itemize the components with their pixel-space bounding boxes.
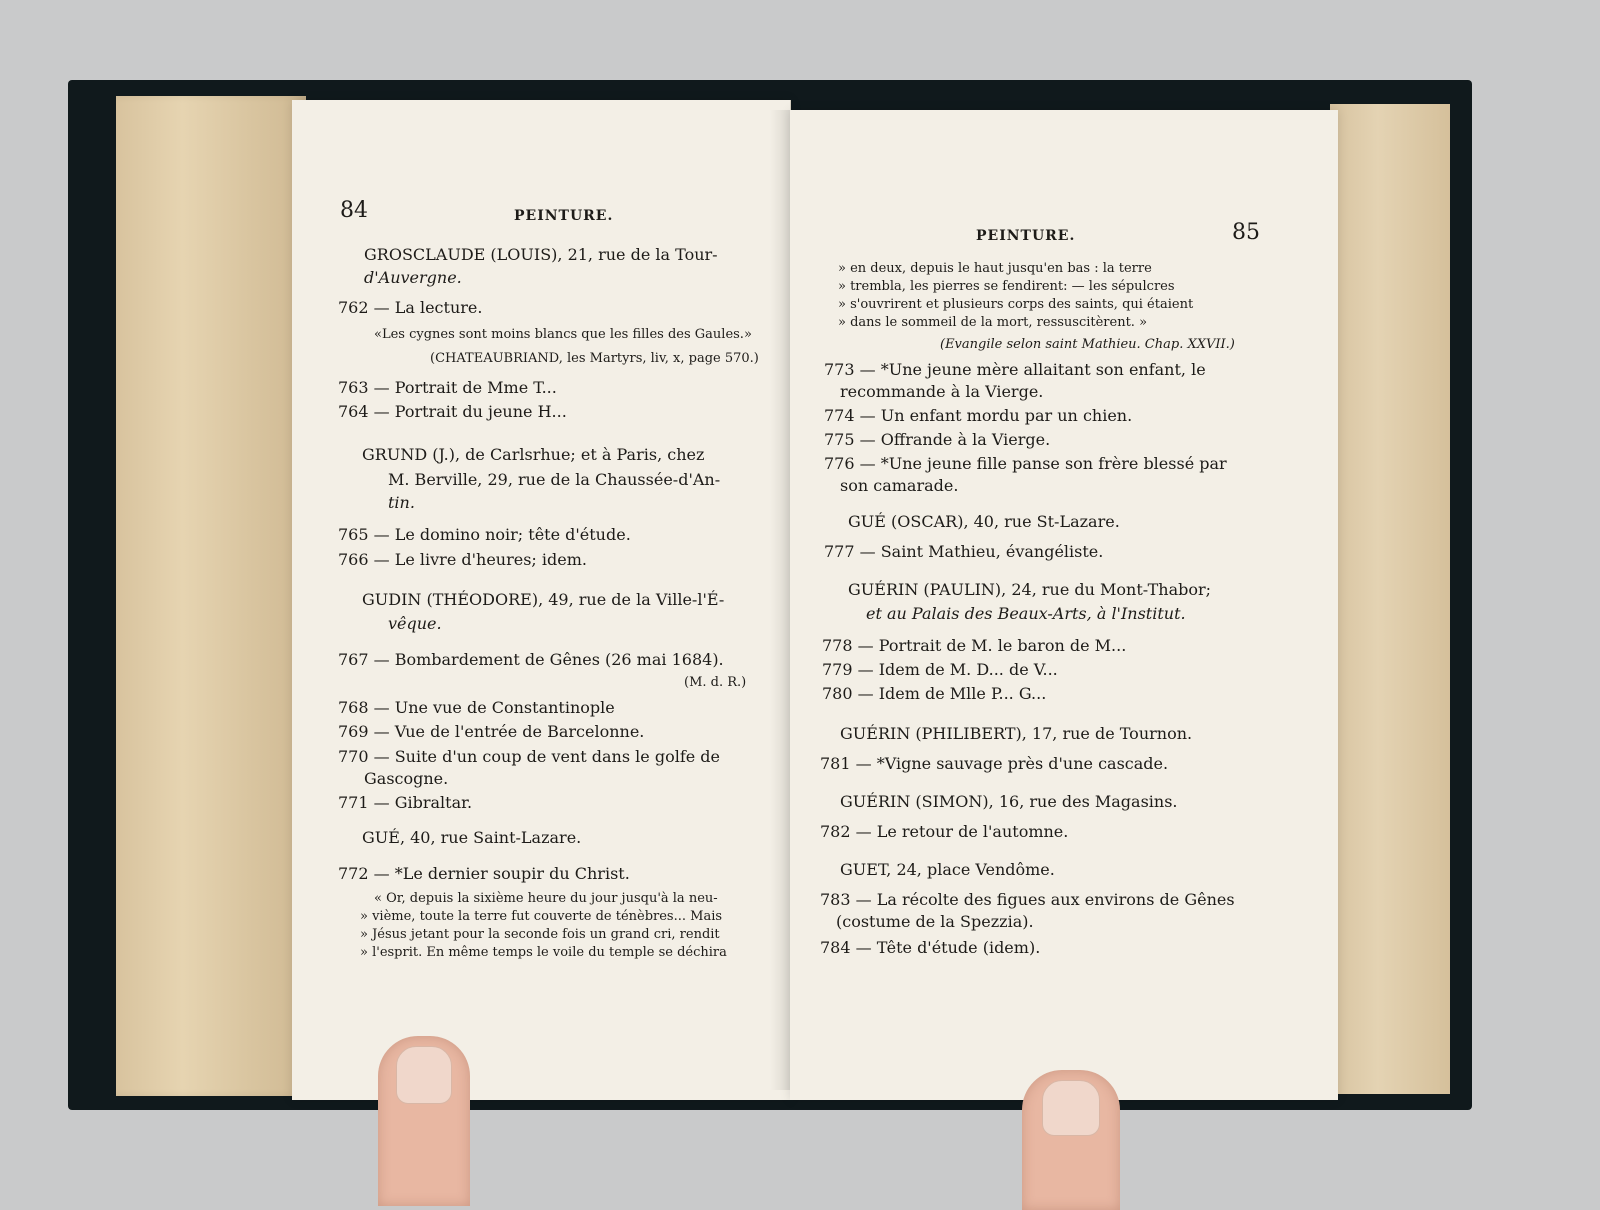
quotation-line: » l'esprit. En même temps le voile du temple se déchira [360,945,727,960]
page-header-right: PEINTURE. [976,228,1076,244]
entry-heading: GUDIN (THÉODORE), 49, rue de la Ville-l'É- [362,590,725,609]
text-line: recommande à la Vierge. [840,382,1044,401]
catalog-entry: 774 — Un enfant mordu par un chien. [824,406,1133,425]
catalog-entry: 764 — Portrait du jeune H... [338,402,567,421]
catalog-entry: 782 — Le retour de l'automne. [820,822,1069,841]
page-number-left: 84 [340,198,368,223]
entry-heading: GUÉRIN (PAULIN), 24, rue du Mont-Thabor; [848,580,1212,599]
citation: (Evangile selon saint Mathieu. Chap. XXVII.) [940,337,1235,352]
right-thumbnail [1042,1080,1100,1136]
quotation-line: » dans le sommeil de la mort, ressuscitèrent. » [838,315,1148,330]
left-thumbnail [396,1046,452,1104]
text-line: d'Auvergne. [364,268,462,287]
right-page-edges [1330,104,1450,1094]
catalog-entry: 773 — *Une jeune mère allaitant son enfant, le [824,360,1206,379]
catalog-entry: 765 — Le domino noir; tête d'étude. [338,525,631,544]
catalog-entry: 772 — *Le dernier soupir du Christ. [338,864,630,883]
catalog-entry: 781 — *Vigne sauvage près d'une cascade. [820,754,1169,773]
entry-heading: GRUND (J.), de Carlsrhue; et à Paris, chez [362,445,705,464]
text-line: tin. [388,493,415,512]
page-number-right: 85 [1232,220,1260,245]
catalog-entry: 771 — Gibraltar. [338,793,473,812]
left-page-edges [116,96,306,1096]
text-line: et au Palais des Beaux-Arts, à l'Institut. [866,604,1186,623]
catalog-entry: 775 — Offrande à la Vierge. [824,430,1051,449]
text-line: son camarade. [840,476,959,495]
catalog-entry: 769 — Vue de l'entrée de Barcelonne. [338,722,645,741]
catalog-entry: 762 — La lecture. [338,298,483,317]
catalog-entry: 784 — Tête d'étude (idem). [820,938,1041,957]
quotation-line: » trembla, les pierres se fendirent: — les sépulcres [838,279,1175,294]
quotation-line: » Jésus jetant pour la seconde fois un grand cri, rendit [360,927,720,942]
initials: (M. d. R.) [684,675,747,690]
catalog-entry: 780 — Idem de Mlle P... G... [822,684,1047,703]
entry-heading: GUÉ (OSCAR), 40, rue St-Lazare. [848,512,1120,531]
page-header-left: PEINTURE. [514,208,614,224]
quotation-line: « Or, depuis la sixième heure du jour jusqu'à la neu- [374,891,718,906]
catalog-entry: 777 — Saint Mathieu, évangéliste. [824,542,1104,561]
entry-heading: GUÉ, 40, rue Saint-Lazare. [362,828,582,847]
catalog-entry: 766 — Le livre d'heures; idem. [338,550,587,569]
text-line: Gascogne. [364,769,449,788]
entry-heading: GUÉRIN (SIMON), 16, rue des Magasins. [840,792,1178,811]
catalog-entry: 779 — Idem de M. D... de V... [822,660,1058,679]
catalog-entry: 768 — Une vue de Constantinople [338,698,615,717]
entry-heading: GUET, 24, place Vendôme. [840,860,1055,879]
right-page [790,110,1338,1100]
entry-heading: GROSCLAUDE (LOUIS), 21, rue de la Tour- [364,245,718,264]
catalog-entry: 778 — Portrait de M. le baron de M... [822,636,1127,655]
right-thumb [1022,1070,1120,1210]
catalog-entry: 776 — *Une jeune fille panse son frère blessé par [824,454,1227,473]
text-line: (costume de la Spezzia). [836,912,1034,931]
quotation-line: » en deux, depuis le haut jusqu'en bas : la terre [838,261,1152,276]
left-page [292,100,791,1100]
catalog-entry: 783 — La récolte des figues aux environs de Gênes [820,890,1235,909]
quotation-line: «Les cygnes sont moins blancs que les filles des Gaules.» [374,327,752,342]
entry-heading: GUÉRIN (PHILIBERT), 17, rue de Tournon. [840,724,1193,743]
citation: (CHATEAUBRIAND, les Martyrs, liv, x, page 570.) [430,351,759,366]
catalog-entry: 767 — Bombardement de Gênes (26 mai 1684). [338,650,724,669]
catalog-entry: 763 — Portrait de Mme T... [338,378,557,397]
catalog-entry: 770 — Suite d'un coup de vent dans le golfe de [338,747,720,766]
text-line: M. Berville, 29, rue de la Chaussée-d'An- [388,470,721,489]
quotation-line: » s'ouvrirent et plusieurs corps des saints, qui étaient [838,297,1194,312]
quotation-line: » vième, toute la terre fut couverte de ténèbres... Mais [360,909,723,924]
left-thumb [378,1036,470,1206]
text-line: vêque. [388,614,442,633]
